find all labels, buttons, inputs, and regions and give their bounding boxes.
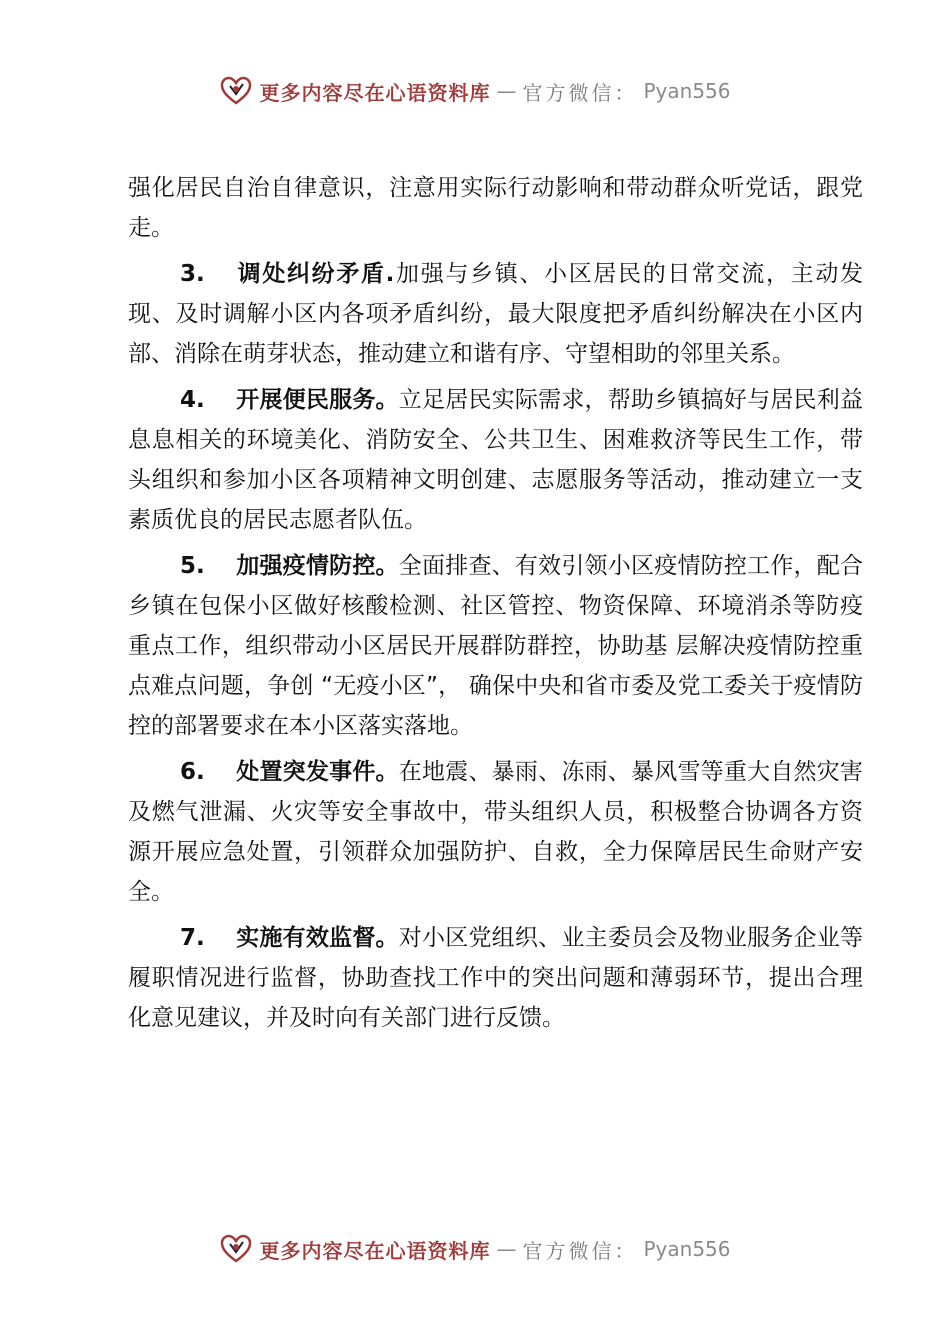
continuation-paragraph: 强化居民自治自律意识，注意用实际行动影响和带动群众听党话，跟党走。: [128, 175, 863, 241]
list-item: [128, 752, 863, 912]
item-body: 在地震、暴雨、冻雨、暴风雪等重大自然灾害及燃气泄漏、火灾等安全事故中，带头组织人员，积极整合协调各方资源开展应急处置，引领群众加强防护、自救，全力保障居民生命财产安全。: [128, 759, 864, 905]
watermark-brand: 更多内容尽在心语资料库: [259, 1238, 491, 1263]
footer-watermark: [0, 1232, 950, 1266]
item-number: 5.: [180, 553, 205, 579]
list-item: [128, 546, 863, 746]
item-body: 加强与乡镇、小区居民的日常交流，主动发现、及时调解小区内各项矛盾纠纷，最大限度把矛盾纠纷解决在小区内部、消除在萌芽状态，推动建立和谐有序、守望相助的邻里关系。: [128, 261, 863, 367]
item-body: 对小区党组织、业主委员会及物业服务企业等履职情况进行监督，协助查找工作中的突出问题和薄弱环节，提出合理化意见建议，并及时向有关部门进行反馈。: [128, 925, 864, 1031]
list-item: [128, 380, 863, 540]
header-watermark: [0, 74, 950, 108]
item-body: 全面排查、有效引领小区疫情防控工作，配合乡镇在包保小区做好核酸检测、社区管控、物资保障、环境消杀等防疫重点工作，组织带动小区居民开展群防群控，协助基 层解决疫情防控重点难点问题，争创 “无疫小区”， 确保中央和省市委及党工委关于疫情防控的部署要求在本小区落实落地。: [128, 553, 864, 739]
item-number: 7.: [180, 925, 205, 951]
item-number: 3.: [180, 261, 205, 287]
item-title: 调处纠纷矛盾.: [236, 261, 395, 287]
watermark-wechat-id: Pyan556: [643, 79, 731, 103]
item-title: 处置突发事件。: [236, 759, 399, 785]
item-body: 立足居民实际需求，帮助乡镇搞好与居民利益息息相关的环境美化、消防安全、公共卫生、困难救济等民生工作，带头组织和参加小区各项精神文明创建、志愿服务等活动，推动建立一支素质优良的居民志愿者队伍。: [128, 387, 864, 533]
heart-logo-icon: [219, 1232, 253, 1266]
watermark-wechat-id: Pyan556: [643, 1237, 731, 1261]
item-title: 实施有效监督。: [236, 925, 399, 951]
item-number: 4.: [180, 387, 205, 413]
watermark-separator: —: [496, 79, 517, 103]
item-title: 加强疫情防控。: [236, 553, 399, 579]
item-number: 6.: [180, 759, 205, 785]
watermark-separator: —: [496, 1237, 517, 1261]
watermark-label: 官方微信：: [522, 1238, 638, 1263]
heart-logo-icon: [219, 74, 253, 108]
watermark-label: 官方微信：: [522, 80, 638, 105]
list-item: [128, 254, 863, 374]
item-title: 开展便民服务。: [236, 387, 399, 413]
list-item: [128, 918, 863, 1038]
document-body: [128, 168, 863, 1044]
watermark-brand: 更多内容尽在心语资料库: [259, 80, 491, 105]
